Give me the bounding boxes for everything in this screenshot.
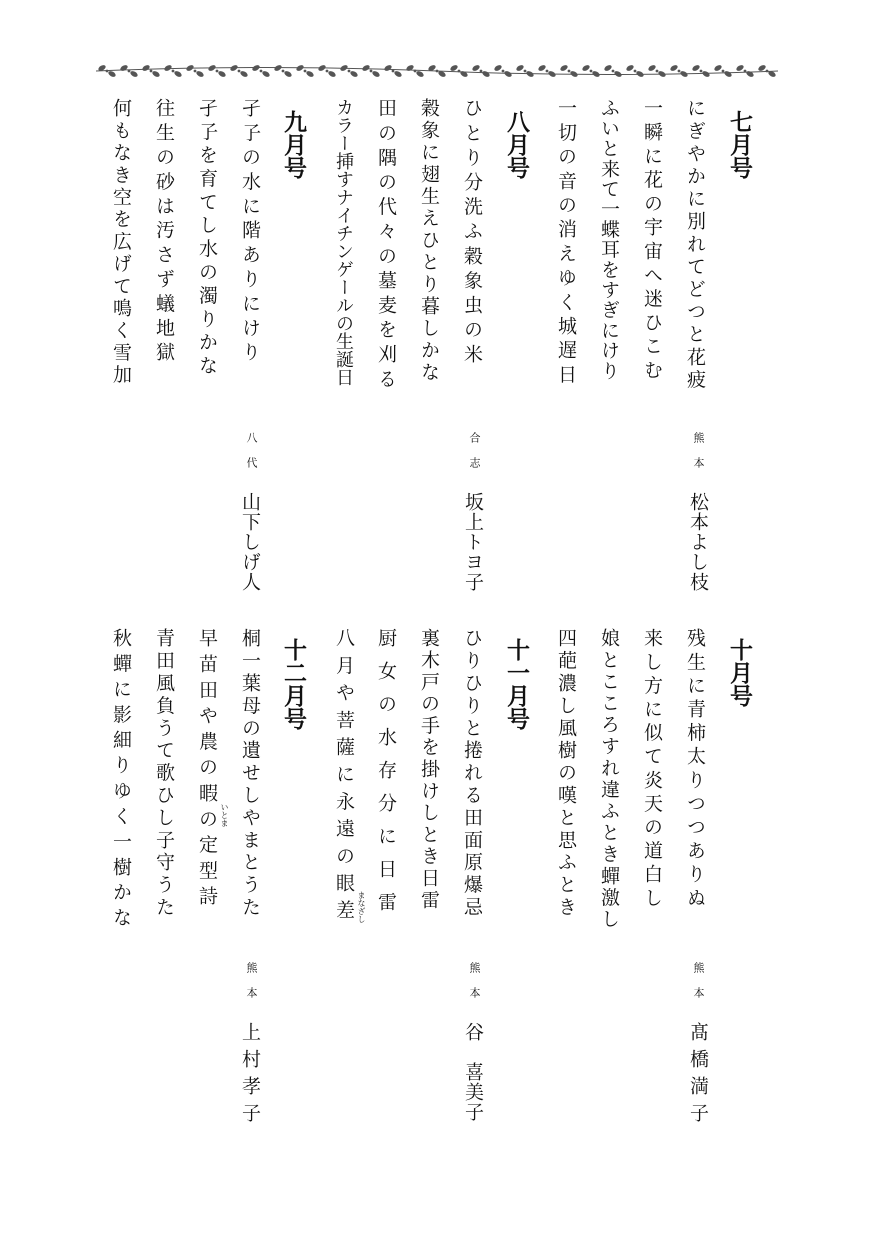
december-place: 熊本: [245, 962, 258, 1012]
november-heading: 十一月号: [503, 638, 529, 730]
december-haiku-1: 桐一葉母の遺せしやまとうた: [239, 628, 261, 920]
august-haiku-2: 穀象に翅生えひとり暮しかな: [418, 98, 440, 384]
july-haiku-3: ふいと来て一蝶耳をすぎにけり: [598, 98, 620, 381]
september-author: 山下しげ人: [239, 492, 261, 592]
july-author: 松本よし枝: [687, 492, 709, 592]
december-heading: 十二月号: [280, 638, 306, 730]
october-haiku-3: 娘とこころすれ違ふとき蟬激し: [598, 628, 620, 931]
july-haiku-1: にぎやかに別れてどつと花疲: [684, 98, 706, 392]
october-haiku-1: 残生に青柿太りつつありぬ: [684, 628, 706, 912]
november-place: 熊本: [468, 962, 481, 1012]
december-haiku-3: 青田風負うて歌ひし子守うた: [153, 628, 175, 920]
august-haiku-3: 田の隅の代々の墓麦を刈る: [375, 98, 397, 394]
october-heading: 十月号: [726, 638, 752, 707]
october-haiku-4: 四葩濃し風樹の嘆と思ふとき: [555, 628, 577, 920]
imama-ruby: いとま: [220, 803, 229, 827]
september-haiku-3: 往生の砂は汚さず蟻地獄: [153, 98, 175, 367]
september-haiku-2: 孑孒を育てし水の濁りかな: [196, 98, 218, 379]
december-haiku-2: 早苗田や農の暇の定型詩: [196, 628, 218, 912]
july-heading: 七月号: [726, 110, 752, 179]
july-haiku-2: 一瞬に花の宇宙へ迷ひこむ: [641, 98, 663, 384]
august-haiku-1: ひとり分洗ふ穀象虫の米: [461, 98, 483, 369]
september-haiku-4: 何もなき空を広げて鳴く雪加: [110, 98, 132, 387]
october-haiku-2: 来し方に似て炎天の道白し: [641, 628, 663, 912]
november-haiku-4: 八月や菩薩に永遠の眼差: [333, 628, 355, 928]
october-place: 熊本: [692, 962, 705, 1012]
manazashi-ruby: まなざし: [357, 891, 366, 923]
november-author: 谷 喜美子: [462, 1022, 484, 1122]
august-author: 坂上トヨ子: [462, 492, 484, 592]
august-haiku-4: カラー挿すナイチンゲールの生誕日: [333, 98, 354, 386]
november-haiku-1: ひりひりと捲れる田面原爆忌: [461, 628, 483, 920]
july-haiku-4: 一切の音の消えゆく城遅日: [555, 98, 577, 389]
october-author: 髙橋満子: [687, 1022, 709, 1130]
august-heading: 八月号: [503, 110, 529, 179]
november-haiku-2: 裏木戸の手を掛けしとき日雷: [418, 628, 440, 912]
september-heading: 九月号: [280, 110, 306, 179]
september-place: 八代: [245, 432, 258, 482]
july-place: 熊本: [692, 432, 705, 482]
december-author: 上村孝子: [239, 1022, 261, 1130]
september-haiku-1: 孑孒の水に階ありにけり: [239, 98, 261, 367]
august-place: 合志: [468, 432, 481, 482]
november-haiku-3: 厨女の水存分に日雷: [375, 628, 397, 925]
floral-border-ornament: [96, 62, 778, 80]
december-haiku-4: 秋蟬に影細りゆく一樹かな: [110, 628, 132, 933]
